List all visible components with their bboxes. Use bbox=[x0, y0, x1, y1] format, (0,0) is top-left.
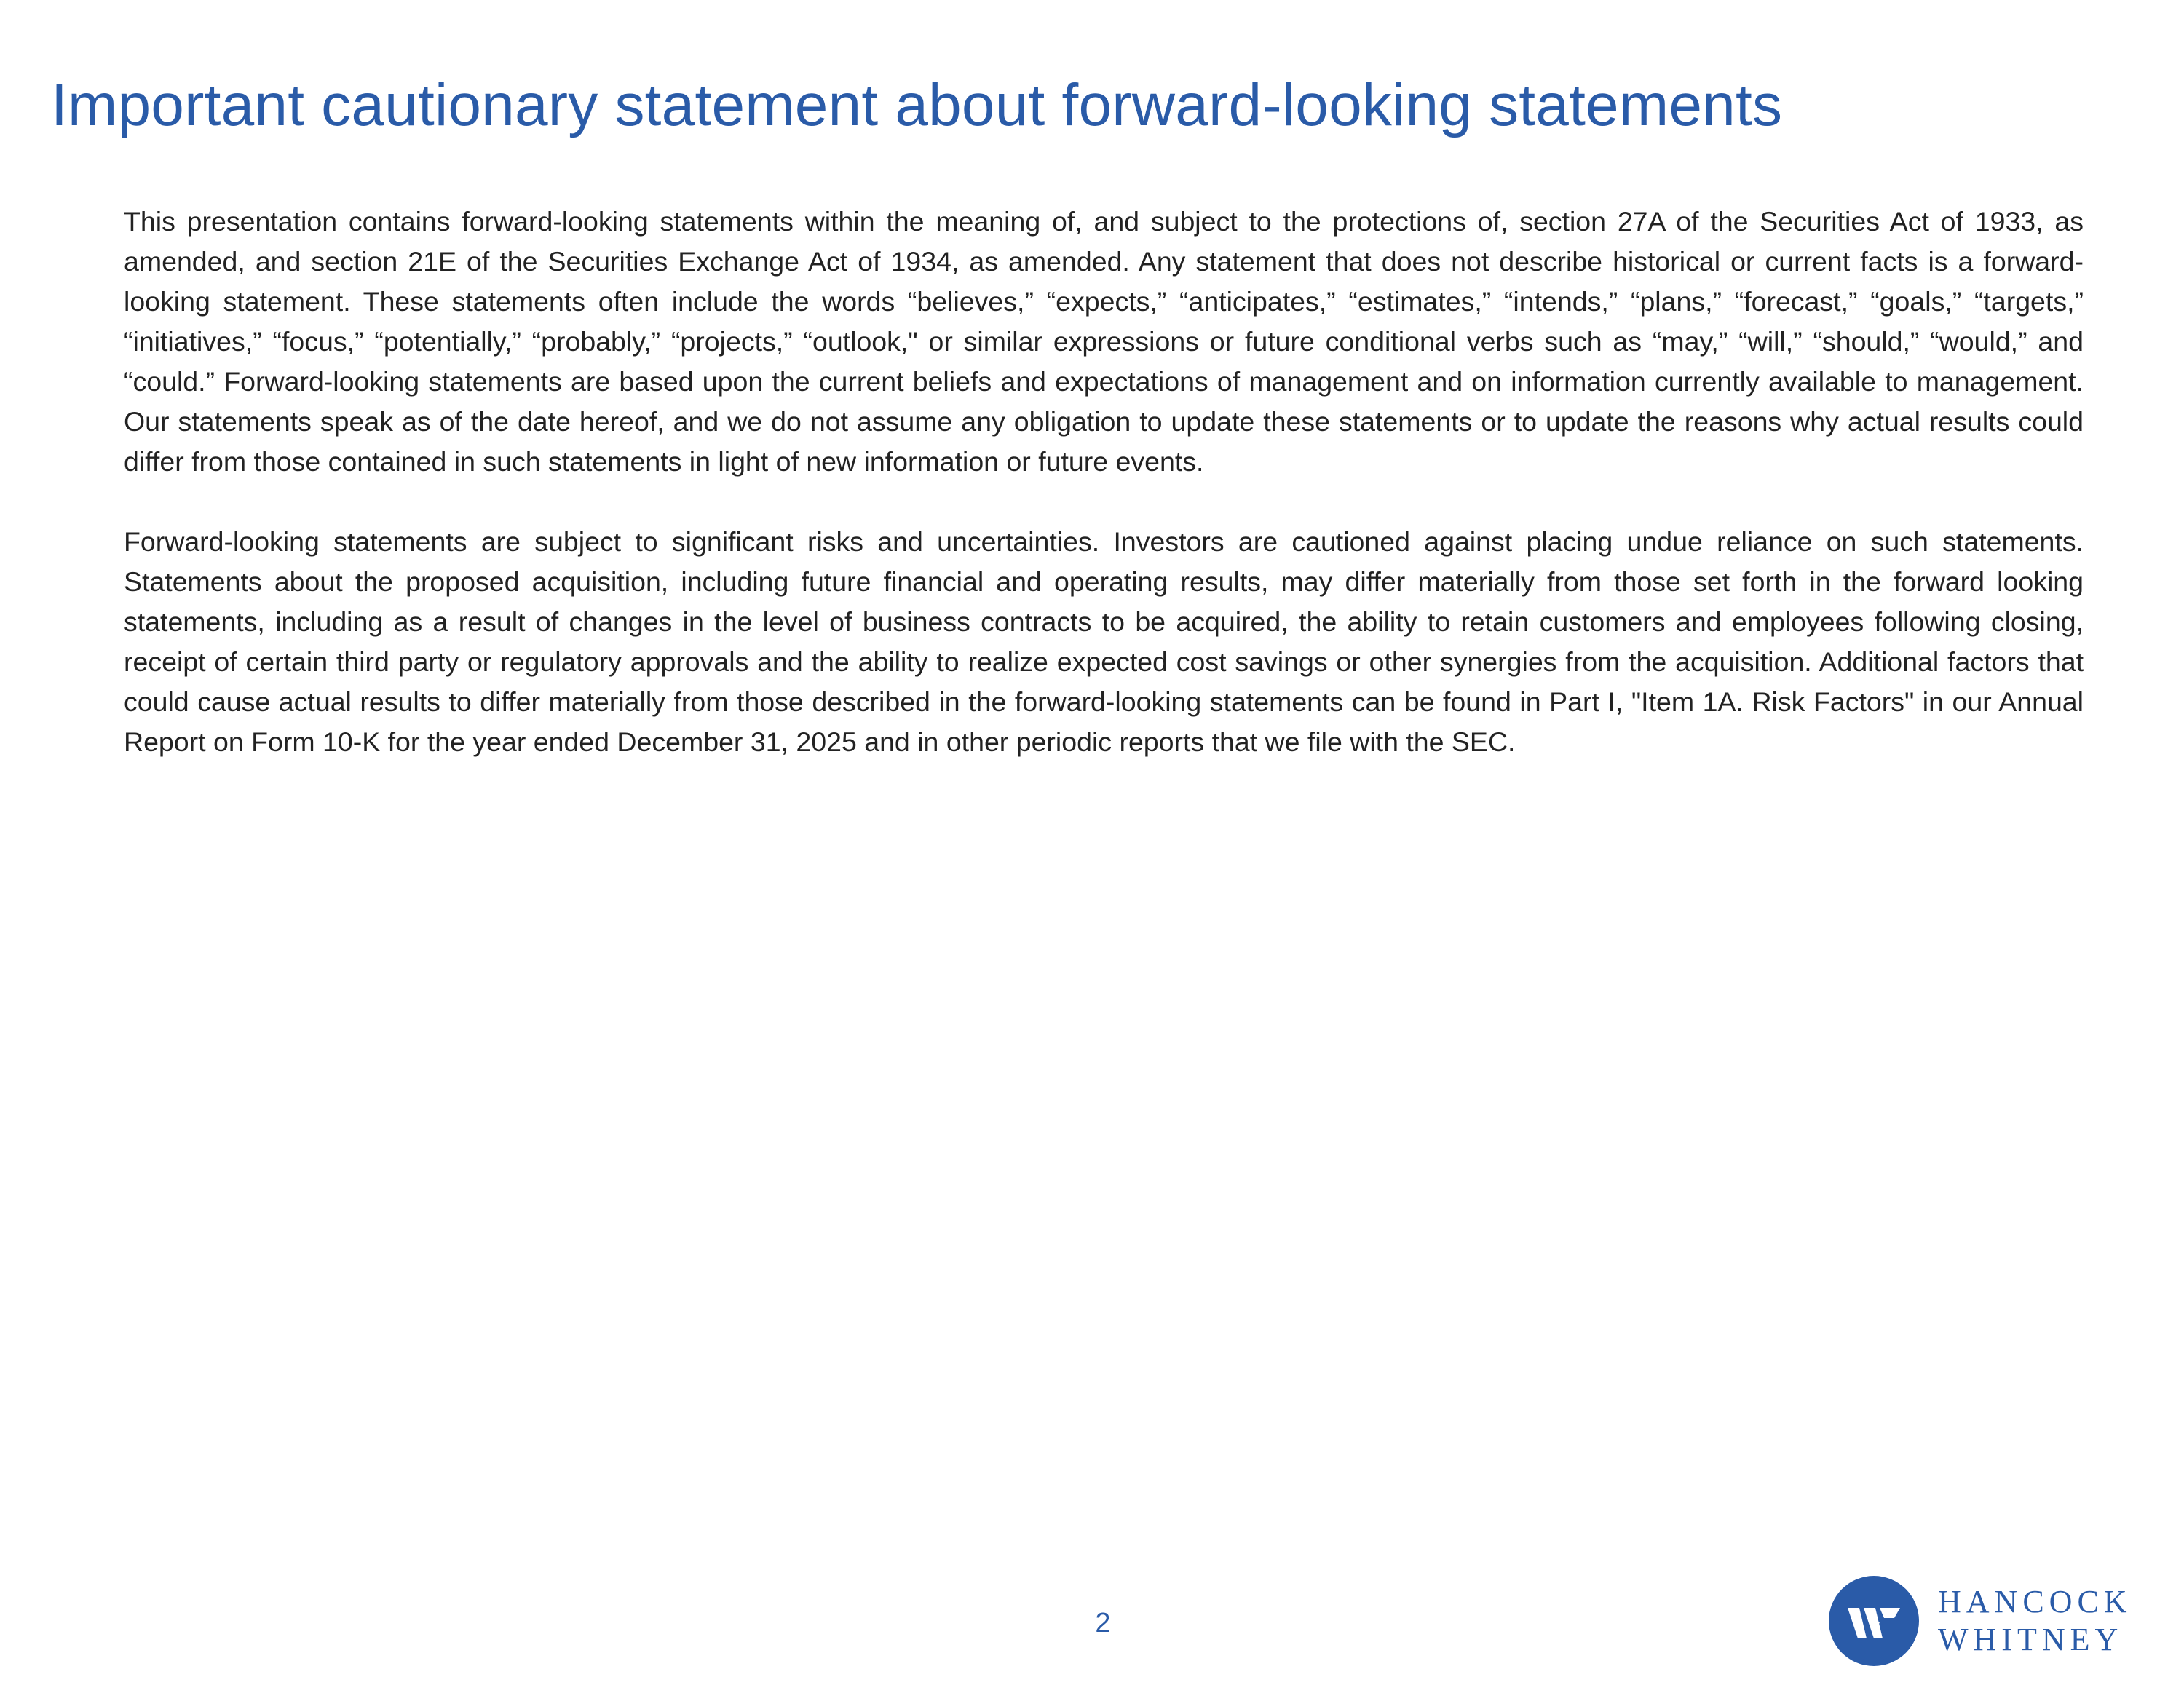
hancock-whitney-logo-mark-icon bbox=[1829, 1576, 1919, 1666]
company-logo bbox=[1829, 1576, 2142, 1670]
disclaimer-body bbox=[124, 202, 2084, 762]
page-number: 2 bbox=[1095, 1608, 1111, 1638]
disclaimer-paragraph-2: Forward-looking statements are subject to significant risks and uncertainties. Investors are cautioned against placing undue reliance on such statements. Statements about the proposed acquisition, including future financial and operating results, may differ materially from those set forth in the forward looking statements, including as a result of changes in the level of business contracts to be acquired, the ability to retain customers and employees following closing, receipt of certain third party or regulatory approvals and the ability to realize expected cost savings or other synergies from the acquisition. Additional factors that could cause actual results to differ materially from those described in the forward-looking statements can be found in Part I, "Item 1A. Risk Factors" in our Annual Report on Form 10-K for the year ended December 31, 2025 and in other periodic reports that we file with the SEC. bbox=[124, 526, 2084, 757]
disclaimer-paragraph-1: This presentation contains forward-looking statements within the meaning of, and subject to the protections of, section 27A of the Securities Act of 1933, as amended, and section 21E of the Securities Exchange Act of 1934, as amended. Any statement that does not describe historical or current facts is a forward-looking statement. These statements often include the words “believes,” “expects,” “anticipates,” “estimates,” “intends,” “plans,” “forecast,” “goals,” “targets,” “initiatives,” “focus,” “potentially,” “probably,” “projects,” “outlook," or similar expressions or future conditional verbs such as “may,” “will,” “should,” “would,” and “could.” Forward-looking statements are based upon the current beliefs and expectations of management and on information currently available to management. Our statements speak as of the date hereof, and we do not assume any obligation to update these statements or to update the reasons why actual results could differ from those contained in such statements in light of new information or future events. bbox=[124, 206, 2084, 477]
logo-wordmark-line-1: HANCOCK bbox=[1938, 1584, 2132, 1619]
slide-title: Important cautionary statement about forward-looking statements bbox=[51, 72, 1783, 138]
logo-wordmark-line-2: WHITNEY bbox=[1938, 1622, 2124, 1657]
